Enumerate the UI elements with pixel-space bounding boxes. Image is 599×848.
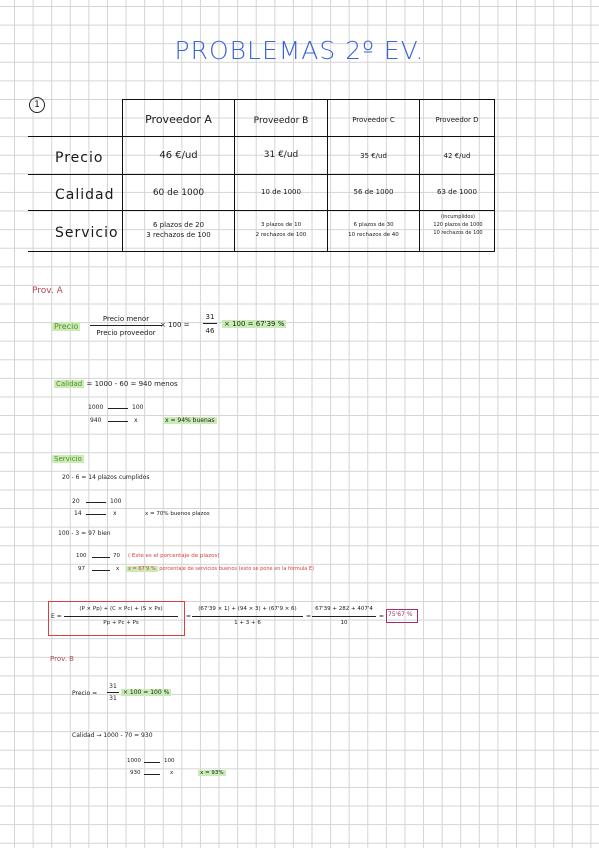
rule-dash <box>144 774 160 775</box>
prov-b-result <box>198 770 226 776</box>
rule-value: x <box>134 417 138 424</box>
cell-line: 2 rechazos de 100 <box>255 232 307 238</box>
rule-value: 97 <box>78 566 85 572</box>
rule-value: x <box>113 510 117 517</box>
table-cell: 56 de 1000 <box>353 188 394 196</box>
row-label-precio: Precio <box>55 150 104 166</box>
cell-line: 120 plazos de 1000 <box>433 222 483 228</box>
rule-value: 100 <box>76 553 87 559</box>
rule-value: 100 <box>164 758 175 764</box>
precio-result-text: × 100 = 67'39 % <box>224 320 285 328</box>
precio-label-text: Precio <box>54 322 79 331</box>
precio-multiplier: × 100 = <box>160 321 190 329</box>
precio-label <box>52 322 80 331</box>
rule-dash <box>92 570 110 571</box>
table-cell: 46 €/ud <box>159 150 198 161</box>
prov-b-calidad-line: Calidad → 1000 - 70 = 930 <box>72 732 153 739</box>
prov-b-precio-result-text: × 100 = 100 % <box>123 689 170 696</box>
servicio-result-2 <box>126 566 314 572</box>
calidad-label: Calidad <box>56 380 83 388</box>
cell-line: (incumplidos) <box>440 214 476 220</box>
table-cell: 10 de 1000 <box>261 188 301 196</box>
table-cell <box>123 220 234 240</box>
table-line <box>122 99 495 100</box>
cell-line: 6 plazos de 20 <box>152 221 205 229</box>
servicio-line-1: 20 - 6 = 14 plazos cumplidos <box>62 474 150 481</box>
rule-value: 14 <box>74 510 82 517</box>
servicio-label-text: Servicio <box>54 455 82 463</box>
row-label-servicio: Servicio <box>55 225 119 241</box>
fraction-line <box>64 616 178 617</box>
equals-sign: = <box>306 613 312 620</box>
prov-b-result-text: x = 93% <box>200 770 224 776</box>
cell-line: 10 rechazos de 40 <box>348 232 399 238</box>
cell-line: 6 plazos de 30 <box>353 222 394 228</box>
table-cell <box>420 213 496 237</box>
table-line <box>28 251 495 252</box>
calc-numerator: 67'39 + 282 + 407'4 <box>315 606 373 612</box>
problem-number: 1 <box>29 97 45 113</box>
rule-value: 100 <box>110 498 122 505</box>
rule-value: x <box>170 770 174 776</box>
section-heading-prov-a: Prov. A <box>32 286 63 296</box>
formula-denominator: Pp + Pc + Ps <box>103 620 139 626</box>
sub-numerator: (67'39 × 1) + (94 × 3) + (67'9 × 6) <box>198 606 297 612</box>
equals-sign: = <box>186 613 192 620</box>
rule-dash <box>108 421 128 422</box>
table-cell: 60 de 1000 <box>152 188 205 198</box>
calc-denominator: 10 <box>340 620 348 626</box>
rule-dash <box>92 557 110 558</box>
prov-b-numerator: 31 <box>109 683 117 690</box>
rule-value: 1000 <box>127 758 141 764</box>
prov-b-precio-label: Precio = <box>72 690 98 697</box>
servicio-result-2-text: x = 67'9 % <box>128 566 156 572</box>
table-line <box>28 174 495 175</box>
fraction-line <box>203 323 217 324</box>
fraction-line <box>192 616 303 617</box>
column-header: Proveedor D <box>435 116 479 124</box>
cell-line: 3 rechazos de 100 <box>146 231 211 239</box>
rule-value: x <box>116 566 120 572</box>
rule-value: 1000 <box>88 404 104 411</box>
formula-e-label: E = <box>51 613 62 620</box>
servicio-result-1: x = 70% buenos plazos <box>145 511 210 517</box>
table-cell: 42 €/ud <box>443 152 471 160</box>
section-heading-prov-b: Prov. B <box>50 655 74 663</box>
rule-value: 20 <box>72 498 80 505</box>
prov-b-denominator: 31 <box>109 695 117 702</box>
formula-numerator: (P × Pp) + (C × Pc) + (S × Ps) <box>79 606 163 612</box>
fraction-line <box>312 616 376 617</box>
equals-sign: = <box>379 613 385 620</box>
calidad-result-text: x = 94% buenas <box>165 417 215 424</box>
final-result: 75'67 % <box>388 611 413 618</box>
page-title: PROBLEMAS 2º EV. <box>174 36 425 65</box>
row-label-calidad: Calidad <box>55 187 115 203</box>
servicio-line-2: 100 - 3 = 97 bien <box>58 530 111 537</box>
rule-value: 70 <box>113 553 120 559</box>
column-header: Proveedor B <box>253 116 309 126</box>
table-cell: 63 de 1000 <box>437 188 477 196</box>
column-header: Proveedor C <box>352 116 395 124</box>
precio-denominator: Precio proveedor <box>96 329 156 337</box>
calidad-calc: = 1000 - 60 = 940 menos <box>86 380 178 388</box>
rule-value: 940 <box>90 417 102 424</box>
prov-b-precio-result <box>121 689 171 696</box>
precio-numerator-value: 31 <box>205 313 215 321</box>
fraction-line <box>90 325 162 326</box>
rule-value: 930 <box>130 770 141 776</box>
servicio-note-2: porcentaje de servicios buenos (esto se pone en la fórmula E) <box>159 566 315 572</box>
table-cell <box>328 220 419 240</box>
precio-denominator-value: 46 <box>205 327 215 335</box>
sub-denominator: 1 + 3 + 6 <box>234 620 261 626</box>
table-cell: 31 €/ud <box>263 150 299 160</box>
servicio-label <box>52 455 84 463</box>
precio-result <box>222 320 286 328</box>
table-cell <box>235 220 327 240</box>
table-line <box>28 136 495 137</box>
precio-numerator: Precio menor <box>102 315 150 323</box>
rule-dash <box>144 762 160 763</box>
cell-line: 3 plazos de 10 <box>260 222 302 228</box>
calidad-result <box>163 417 217 424</box>
table-line <box>28 210 495 211</box>
rule-dash <box>86 502 106 503</box>
rule-dash <box>86 514 106 515</box>
rule-value: 100 <box>132 404 144 411</box>
servicio-note: ( Este es el porcentaje de plazos) <box>128 553 220 559</box>
table-cell: 35 €/ud <box>360 152 387 160</box>
cell-line: 10 rechazos de 100 <box>433 230 483 236</box>
column-header: Proveedor A <box>145 113 212 126</box>
fraction-line <box>107 692 119 693</box>
rule-dash <box>108 408 128 409</box>
calidad-line <box>54 380 178 388</box>
